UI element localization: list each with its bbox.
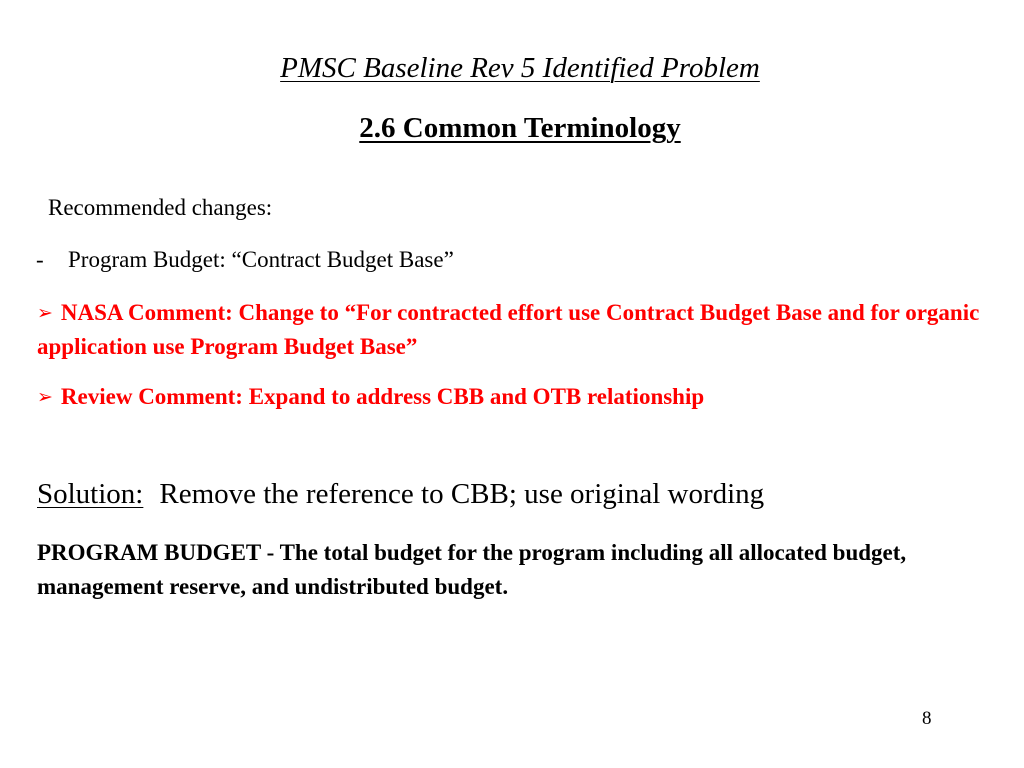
dash-marker: - [36, 247, 44, 272]
slide-title: PMSC Baseline Rev 5 Identified Problem [280, 52, 760, 84]
solution-line [37, 478, 764, 511]
recommended-changes-label: Recommended changes: [48, 195, 273, 220]
solution-text: Remove the reference to CBB; use original wording [159, 478, 765, 510]
arrow-bullet-icon: ➢ [37, 302, 53, 324]
solution-label: Solution: [37, 478, 144, 510]
nasa-comment [37, 296, 997, 364]
review-comment [37, 380, 997, 414]
program-budget-definition: PROGRAM BUDGET - The total budget for the program including all allocated budget, management reserve, and undistributed budget. [37, 540, 907, 599]
page-number: 8 [922, 708, 932, 729]
nasa-comment-text: NASA Comment: Change to “For contracted effort use Contract Budget Base and for organic application use Program Budget Base” [37, 300, 980, 359]
review-comment-text: Review Comment: Expand to address CBB and OTB relationship [60, 384, 705, 409]
section-heading: 2.6 Common Terminology [359, 112, 681, 144]
change-list-item-text: Program Budget: “Contract Budget Base” [68, 247, 454, 272]
arrow-bullet-icon: ➢ [37, 386, 53, 408]
change-list-item [36, 247, 454, 273]
